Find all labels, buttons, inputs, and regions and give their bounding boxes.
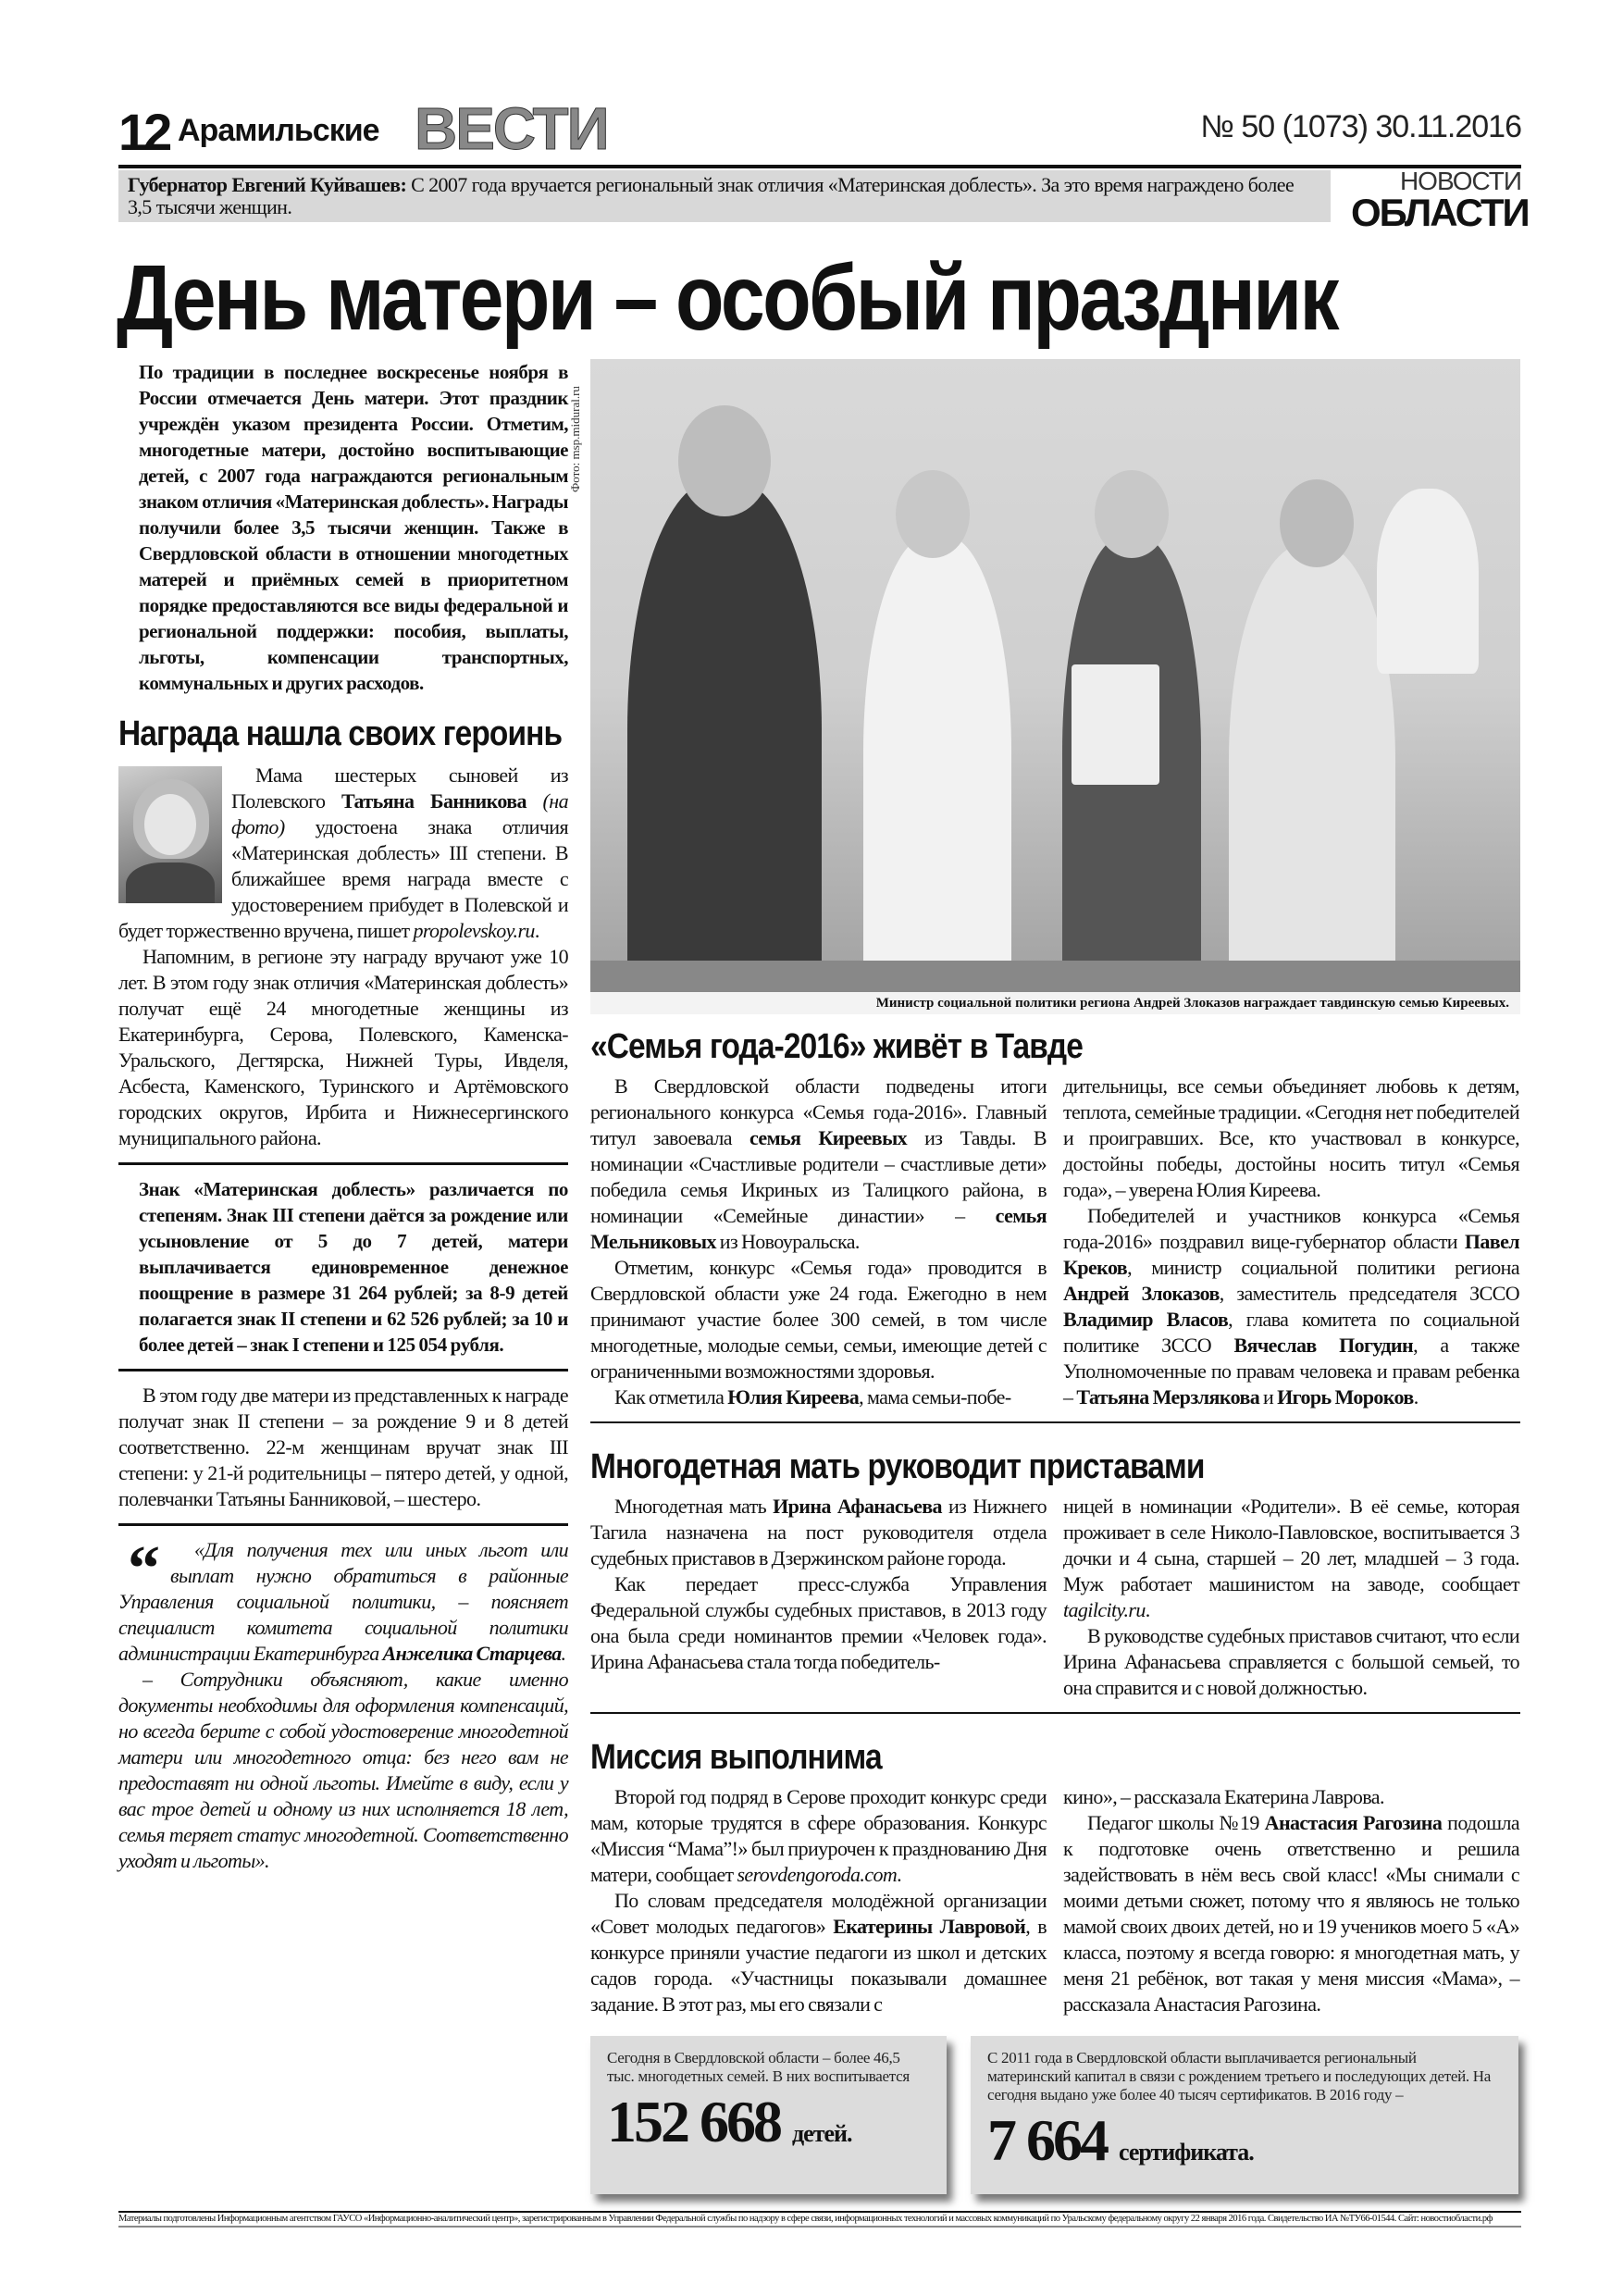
paragraph: дительницы, все семьи объединяет любовь к детям, теплота, семейные традиции. «Сегодня нет победителей и проигравших. Все, кто участвовал в конкурсе, достойны победы, достойны носить титул «Семья года», – уверена Юлия Киреева. [1063,1074,1519,1201]
section-logo-line1: НОВОСТИ [1399,167,1521,195]
footer [118,2211,1521,2228]
header-divider [118,165,1521,168]
bold-name: семья Киреевых [750,1126,908,1149]
governor-name: Губернатор Евгений Куйвашев: [128,173,407,196]
divider [118,1523,568,1526]
paragraph: Победителей и участников конкурса «Семья года-2016» поздравил вице-губернатор области Павел Креков, министр социальной политики региона Андрей Злоказов, заместитель председателя ЗССО Владимир Власов, глава комитета по социальной политике ЗССО Вячеслав Погудин, а также Уполномоченные по правам человека и правам ребенка – Татьяна Мерзлякова и Игорь Мороков. [1063,1204,1519,1409]
bailiffs-article-title: Многодетная мать руководит приставами [590,1447,1205,1486]
bold-name: Игорь Мороков [1277,1385,1414,1409]
award-ceremony-photo [590,359,1520,1014]
page-number: 12 [118,103,169,161]
divider [118,1369,568,1371]
paragraph: – Сотрудники объясняют, какие именно документы необходимы для оформления компенсаций, но всегда берите с собой удостоверение многодетной матери или многодетного отца: без него вам не предоставят ни одной льготы. Имейте в виду, если у вас трое детей и одному из них исполняется 18 лет, семья теряет статус многодетной. Соответственно уходят и льготы». [118,1668,568,1872]
mothers-paragraph [118,1383,568,1512]
italic-text: (на фото) [231,789,568,838]
footer-imprint: Материалы подготовлены Информационным агентством ГАУСО «Информационно-аналитический центр», зарегистрированным в Управлении Федеральной службы по надзору в сфере связи, информационных технологий и массовых коммуникаций по Уральскому федеральному округу 22 января 2016 года. Свидетельство ИА №ТУ66-01544. Сайт: новостиобласти.рф [118,2213,1521,2228]
divider [590,1421,1520,1423]
paragraph: Напомним, в регионе эту награду вручают уже 10 лет. В этом году знак отличия «Материнская доблесть» получат ещё 24 многодетные женщины из Екатеринбурга, Серова, Полевского, Каменска-Уральского, Дегтярска, Нижней Туры, Ивделя, Асбеста, Каменского, Туринского и Артёмовского городских округов, Ирбита и Нижнесергинского муниципального района. [118,945,568,1149]
paragraph: Второй год подряд в Серове проходит конкурс среди мам, которые трудятся в сфере образования. Конкурс «Миссия “Мама”!» был приурочен к празднованию Дня матери, сообщает serovdengoroda.com. [590,1785,1047,1886]
italic-text: tagilcity.ru [1063,1598,1146,1621]
governor-quote: С 2007 года вручается региональный знак отличия «Материнская доблесть». За это время награждено более 3,5 тысячи женщин. [128,173,1295,218]
paragraph: «Для получения тех или иных льгот или выплат нужно обратиться в районные Управления социальной политики, – поясняет специалист комитета социальной политики администрации Екатеринбурга Анжелика Старцева. [118,1538,568,1665]
award-article-body [118,763,568,1151]
section-logo-line2: ОБЛАСТИ [1351,191,1529,234]
paragraph: кино», – рассказала Екатерина Лаврова. [1063,1785,1384,1808]
stat-unit: детей. [792,2120,852,2147]
paragraph: В руководстве судебных приставов считают, что если Ирина Афанасьева справляется с большой семьей, то она справится и с новой должностью. [1063,1624,1519,1699]
bold-name: Вячеслав Погудин [1233,1334,1414,1357]
photo-credit: Фото: msp.midural.ru [568,386,582,492]
stat-unit: сертификата. [1119,2139,1254,2166]
governor-quote-bar [118,170,1331,222]
paragraph: Как передает пресс-служба Управления Федеральной службы судебных приставов, в 2013 году она была среди номинантов премии «Человек года». Ирина Афанасьева стала тогда победитель- [590,1572,1047,1673]
family-article [590,1074,1520,1410]
mission-article-title: Миссия выполнима [590,1738,882,1777]
main-headline: День матери – особый праздник [117,246,1337,350]
mission-article-col2 [1063,1784,1519,2017]
left-column [118,359,568,1874]
divider [118,1162,568,1165]
stat-number: 152 668 [607,2089,780,2154]
stat-boxes [590,2036,1520,2194]
paragraph: Как отметила Юлия Киреева, мама семьи-побе- [614,1385,1011,1409]
newspaper-logo: ВЕСТИ [415,95,608,162]
stat-box-certificates [971,2036,1518,2194]
bailiffs-article-col1 [590,1494,1047,1675]
bold-name: Анастасия Рагозина [1264,1811,1443,1834]
section-logo [1351,167,1529,234]
stat-number: 7 664 [987,2107,1107,2173]
specialist-quote [118,1533,568,1874]
paragraph: В Свердловской области подведены итоги регионального конкурса «Семья года-2016». Главный титул завоевала семья Киреевых из Тавды. В номинации «Счастливые родители – счастливые дети» победила семья Икриных из Талицкого района, в номинации «Семейные династии» – семья Мельниковых из Новоуральска. [590,1074,1047,1253]
stat-box-children [590,2036,947,2194]
paragraph: Педагог школы №19 Анастасия Рагозина подошла к подготовке очень ответственно и решила задействовать в нём весь свой класс! «Мы снимали с моими детьми сюжет, потому что я являюсь не только мамой своих двоих детей, но и 19 учеников моего 5 «А» класса, поэтому я всегда говорю: я многодетная мать, у меня 21 ребёнок, вот такая у меня миссия «Мама», – рассказала Анастасия Рагозина. [1063,1811,1519,2016]
bold-name: Владимир Власов [1063,1308,1229,1331]
bailiffs-article-col2 [1063,1494,1519,1701]
issue-date: № 50 (1073) 30.11.2016 [1200,109,1521,144]
bold-name: Павел Креков [1063,1230,1519,1279]
bold-name: Татьяна Мерзлякова [1076,1385,1260,1409]
photo-caption: Министр социальной политики региона Андрей Злоказов награждает тавдинскую семью Киреевых. [590,992,1520,1014]
italic-text: propolevskoy.ru [413,919,535,942]
award-article-title: Награда нашла своих героинь [118,714,563,753]
bold-name: Екатерины Лавровой [833,1915,1026,1938]
mission-article-col1 [590,1784,1047,2017]
divider [590,1712,1520,1714]
bold-name: Юлия Киреева [727,1385,860,1409]
paragraph: По словам председателя молодёжной организации «Совет молодых педагогов» Екатерины Лавровой, в конкурсе приняли участие педагоги из школ и детских садов города. «Участницы показывали домашнее задание. В этот раз, мы его связали с [590,1889,1047,2016]
mission-article [590,1784,1520,2017]
family-article-col2 [1063,1074,1519,1410]
family-article-col1 [590,1074,1047,1410]
photo-block [590,359,1520,1014]
paragraph: Мама шестерых сыновей из Полевского Татьяна Банникова (на фото) удостоена знака отличия «Материнская доблесть» III степени. В ближайшее время награда вместе с удостоверением прибудет в Полевской и будет торжественно вручена, пишет propolevskoy.ru. [118,763,568,942]
paragraph: ницей в номинации «Родители». В её семье, которая проживает в селе Николо-Павловское, воспитывается 3 дочки и 4 сына, старшей – 20 лет, младшей – 3 года. Муж работает машинистом на заводе, сообщает tagilcity.ru. [1063,1495,1519,1621]
bailiffs-article [590,1494,1520,1701]
paragraph: Отметим, конкурс «Семья года» проводится в Свердловской области уже 24 года. Ежегодно в нем принимают участие более 300 семей, в том числе многодетные, молодые семьи, семьи, имеющие детей с ограниченными возможностями здоровья. [590,1256,1047,1383]
bold-name: Татьяна Банникова [341,789,527,813]
quote-mark-icon: “ [128,1533,160,1605]
bold-name: семья Мельниковых [590,1204,1047,1253]
paragraph: В этом году две матери из представленных к награде получат знак II степени – за рождение 9 и 8 детей соответственно. 22-м женщинам вручат знак III степени: у 21-й родительницы – пятеро детей, у одной, полевчанки Татьяны Банниковой, – шестеро. [118,1384,568,1510]
stat-text: С 2011 года в Свердловской области выплачивается региональный материнский капитал в связи с рождением третьего и последующих детей. На сегодня выдано уже более 40 тысяч сертификатов. В 2016 году – [987,2049,1492,2104]
portrait-photo [118,766,222,903]
bold-name: Анжелика Старцева [382,1642,562,1665]
intro-lead: По традиции в последнее воскресенье ноября в России отмечается День матери. Этот праздник учреждён указом президента России. Отметим, многодетные матери, достойно воспитывающие детей, с 2007 года награждаются региональным знаком отличия «Материнская доблесть». Награды получили более 3,5 тысячи женщин. Также в Свердловской области в отношении многодетных матерей и приёмных семей в приоритетном порядке предоставляются все виды федеральной и региональной поддержки: пособия, выплаты, льготы, компенсации транспортных, коммунальных и других расходов. [139,361,568,694]
italic-text: serovdengoroda.com [737,1863,898,1886]
stat-text: Сегодня в Свердловской области – более 46,5 тыс. многодетных семей. В них воспитывается [607,2049,910,2085]
bold-name: Ирина Афанасьева [773,1495,942,1518]
paragraph: Многодетная мать Ирина Афанасьева из Нижнего Тагила назначена на пост руководителя отдела судебных приставов в Дзержинском районе города. [590,1495,1047,1570]
award-facts: Знак «Материнская доблесть» различается по степеням. Знак III степени даётся за рождение или усыновление от 5 до 7 детей, матери выплачивается единовременное денежное поощрение в размере 31 264 рублей; за 8-9 детей полагается знак II степени и 62 526 рублей; за 10 и более детей – знак I степени и 125 054 рубля. [139,1178,568,1356]
right-column [590,359,1520,2205]
newspaper-name: Арамильские [178,113,379,148]
page-columns [118,359,1521,2205]
bold-name: Андрей Злоказов [1063,1282,1220,1305]
family-article-title: «Семья года-2016» живёт в Тавде [590,1027,1083,1066]
